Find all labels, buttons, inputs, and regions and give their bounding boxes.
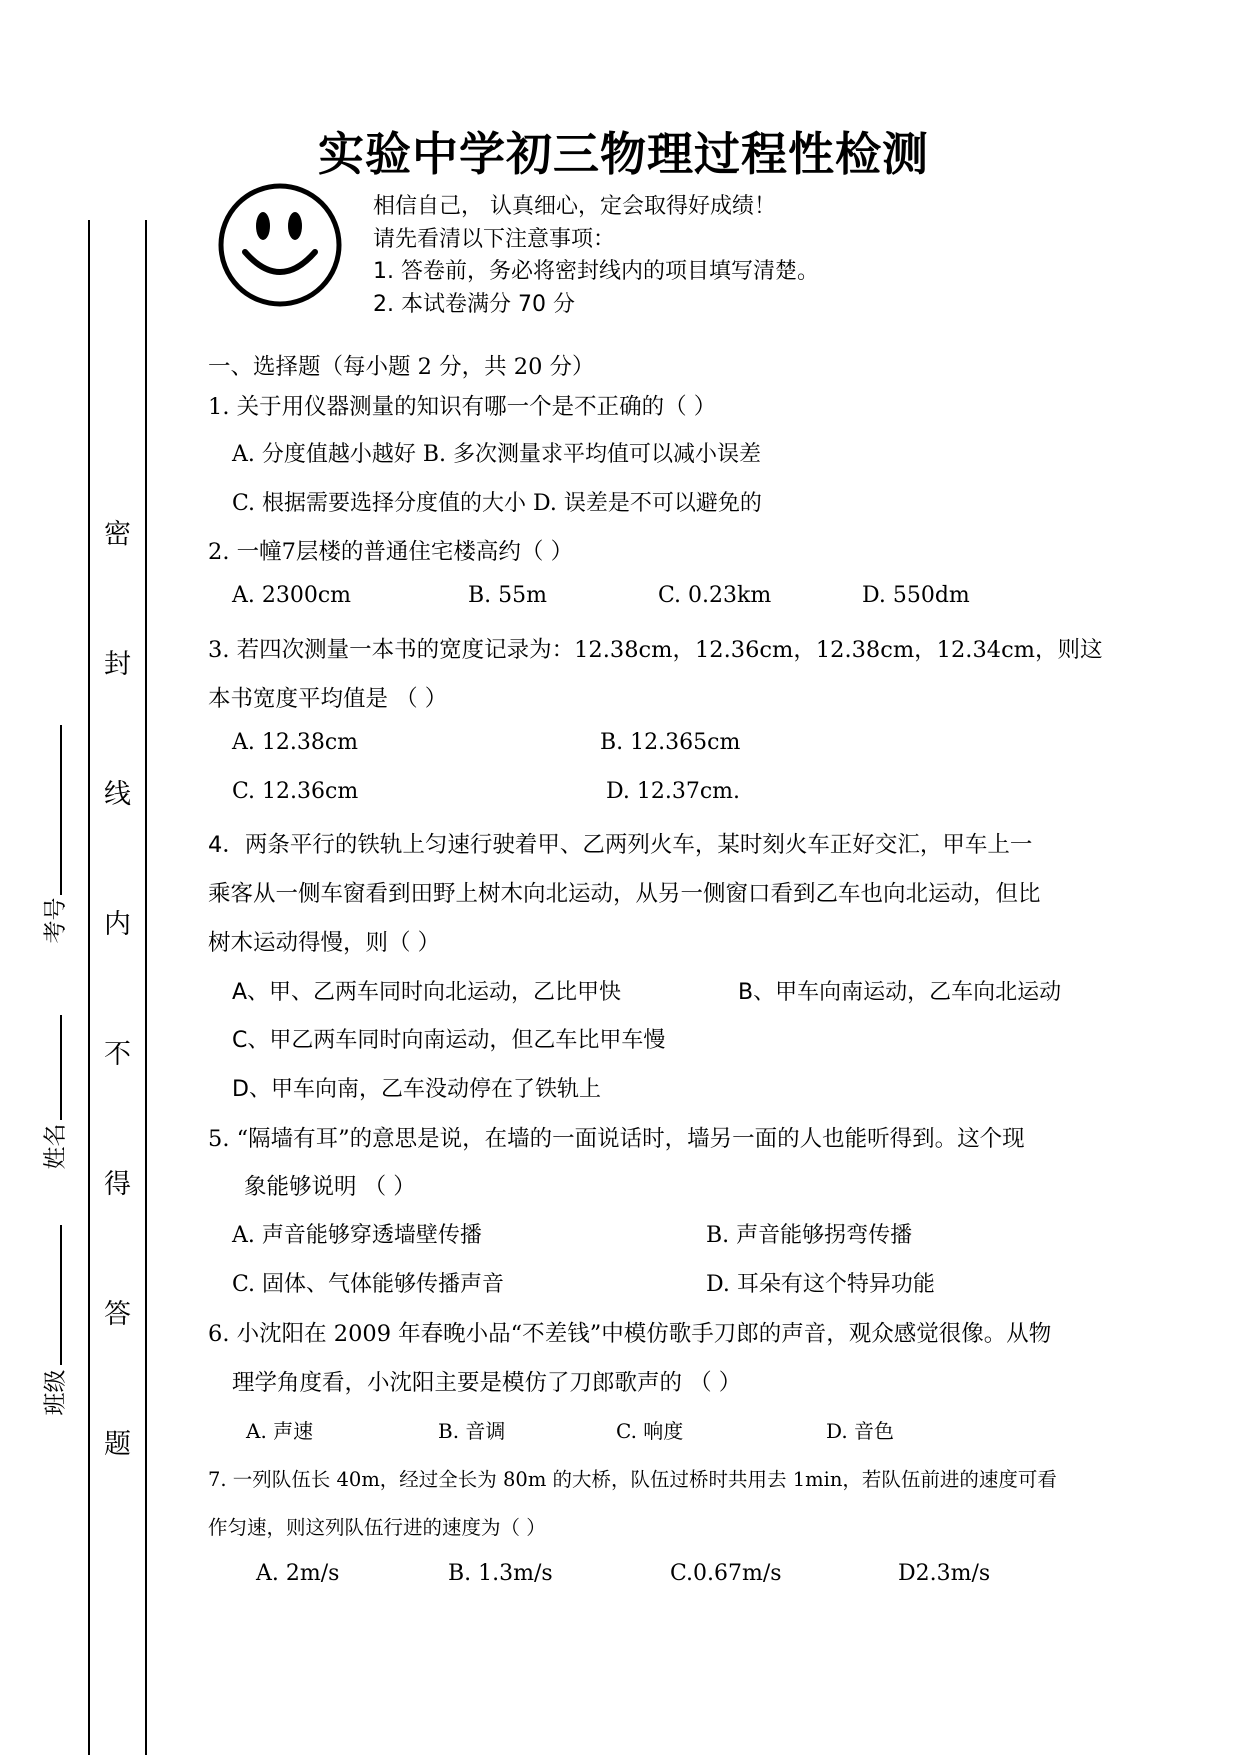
binding-line-outer: [88, 220, 90, 1755]
question-2-option-a[interactable]: A. 2300cm: [232, 583, 352, 608]
question-3-option-c[interactable]: C. 12.36cm: [232, 779, 359, 804]
notice-item-2: 2. 本试卷满分 70 分: [373, 292, 575, 317]
question-4-option-c[interactable]: C、甲乙两车同时向南运动，但乙车比甲车慢: [232, 1028, 666, 1053]
section-heading: 一、选择题（每小题 2 分，共 20 分）: [208, 354, 595, 380]
question-5-stem-line1: 5. “隔墙有耳”的意思是说，在墙的一面说话时，墙另一面的人也能听得到。这个现: [208, 1126, 1025, 1152]
seal-char: 题: [104, 1429, 131, 1460]
question-7-option-b[interactable]: B. 1.3m/s: [448, 1561, 553, 1586]
question-4-option-b[interactable]: B、甲车向南运动，乙车向北运动: [738, 980, 1062, 1005]
question-5-stem-line2: 象能够说明 （ ）: [244, 1174, 416, 1200]
smiley-face-icon: [215, 180, 345, 310]
seal-char: 密: [104, 519, 131, 550]
question-4-stem-line3: 树木运动得慢，则（ ）: [208, 930, 441, 956]
question-4-stem-line1: 4．两条平行的铁轨上匀速行驶着甲、乙两列火车，某时刻火车正好交汇，甲车上一: [208, 832, 1033, 858]
name-blank[interactable]: [60, 1015, 62, 1120]
seal-char: 内: [104, 909, 131, 940]
exam-number-label: 考号: [42, 897, 69, 944]
question-3-option-b[interactable]: B. 12.365cm: [600, 730, 741, 755]
question-7-stem-line1: 7. 一列队伍长 40m，经过全长为 80m 的大桥，队伍过桥时共用去 1min，若队伍前进的速度可看: [208, 1468, 1057, 1491]
question-1-options-row2[interactable]: C. 根据需要选择分度值的大小 D. 误差是不可以避免的: [232, 491, 762, 516]
question-6-stem-line2: 理学角度看，小沈阳主要是模仿了刀郎歌声的 （ ）: [232, 1370, 742, 1396]
question-4-option-d[interactable]: D、甲车向南，乙车没动停在了铁轨上: [232, 1077, 601, 1102]
question-3-option-a[interactable]: A. 12.38cm: [232, 730, 359, 755]
seal-char: 答: [104, 1299, 131, 1330]
question-4-stem-line2: 乘客从一侧车窗看到田野上树木向北运动，从另一侧窗口看到乙车也向北运动，但比: [208, 881, 1041, 907]
question-6-option-a[interactable]: A. 声速: [246, 1419, 314, 1443]
question-6-option-b[interactable]: B. 音调: [438, 1419, 506, 1443]
question-2-option-c[interactable]: C. 0.23km: [658, 583, 772, 608]
question-6-option-c[interactable]: C. 响度: [616, 1419, 684, 1443]
question-6-option-d[interactable]: D. 音色: [826, 1419, 895, 1443]
binding-line-inner: [145, 220, 147, 1755]
seal-char: 封: [104, 649, 131, 680]
question-2-option-b[interactable]: B. 55m: [468, 583, 548, 608]
notice-item-1: 1. 答卷前，务必将密封线内的项目填写清楚。: [373, 259, 819, 284]
notice-heading: 请先看清以下注意事项：: [373, 227, 616, 252]
seal-char: 线: [104, 779, 131, 810]
class-label: 班级: [42, 1369, 69, 1416]
question-3-stem-line2: 本书宽度平均值是 （ ）: [208, 686, 448, 712]
question-7-option-a[interactable]: A. 2m/s: [256, 1561, 340, 1586]
seal-char: 不: [104, 1039, 131, 1070]
question-4-option-a[interactable]: A、甲、乙两车同时向北运动，乙比甲快: [232, 980, 622, 1005]
question-5-option-c[interactable]: C. 固体、气体能够传播声音: [232, 1272, 505, 1297]
encouragement-line: 相信自己， 认真细心，定会取得好成绩！: [373, 194, 776, 219]
name-label: 姓名: [42, 1123, 69, 1170]
question-7-option-c[interactable]: C.0.67m/s: [670, 1561, 782, 1586]
question-1-stem: 1. 关于用仪器测量的知识有哪一个是不正确的（ ）: [208, 394, 717, 420]
question-5-option-d[interactable]: D. 耳朵有这个特异功能: [706, 1272, 935, 1297]
question-2-option-d[interactable]: D. 550dm: [862, 583, 970, 608]
question-2-stem: 2. 一幢7层楼的普通住宅楼高约（ ）: [208, 539, 574, 565]
question-7-option-d[interactable]: D2.3m/s: [898, 1561, 991, 1586]
question-3-stem-line1: 3. 若四次测量一本书的宽度记录为：12.38cm，12.36cm，12.38cm，12.34cm，则这: [208, 637, 1103, 663]
seal-char: 得: [104, 1169, 131, 1200]
question-6-stem-line1: 6. 小沈阳在 2009 年春晚小品“不差钱”中模仿歌手刀郎的声音，观众感觉很像。从物: [208, 1321, 1052, 1347]
question-5-option-a[interactable]: A. 声音能够穿透墙壁传播: [232, 1223, 482, 1248]
question-3-option-d[interactable]: D. 12.37cm.: [606, 779, 740, 804]
question-1-options-row1[interactable]: A. 分度值越小越好 B. 多次测量求平均值可以减小误差: [232, 442, 762, 467]
question-7-stem-line2: 作匀速，则这列队伍行进的速度为（ ）: [208, 1516, 546, 1539]
class-blank[interactable]: [60, 1225, 62, 1365]
question-5-option-b[interactable]: B. 声音能够拐弯传播: [706, 1223, 913, 1248]
exam-number-blank[interactable]: [60, 725, 62, 895]
page-title: 实验中学初三物理过程性检测: [318, 127, 929, 181]
